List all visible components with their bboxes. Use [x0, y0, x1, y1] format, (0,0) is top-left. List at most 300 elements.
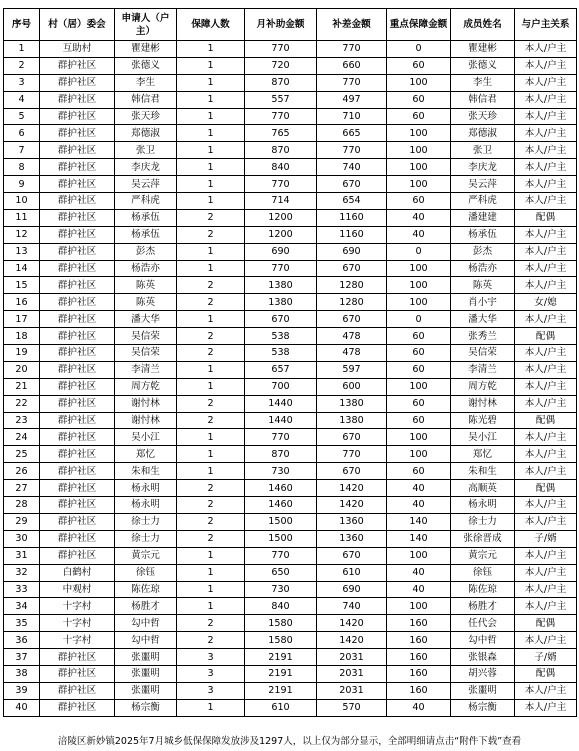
cell-applicant: 张德义: [115, 57, 177, 74]
cell-monthly-amount: 765: [245, 125, 317, 142]
cell-key-amount: 40: [387, 480, 451, 497]
cell-member-name: 朱和生: [451, 463, 515, 480]
cell-monthly-amount: 870: [245, 74, 317, 91]
cell-monthly-amount: 770: [245, 260, 317, 277]
cell-key-amount: 100: [387, 547, 451, 564]
cell-difference-amount: 670: [317, 260, 387, 277]
cell-applicant: 韩信君: [115, 91, 177, 108]
cell-relation: 本人/户主: [515, 311, 577, 328]
cell-member-name: 勾中哲: [451, 632, 515, 649]
cell-index: 2: [4, 57, 40, 74]
cell-index: 15: [4, 277, 40, 294]
table-row: [4, 699, 577, 716]
cell-key-amount: 40: [387, 497, 451, 514]
cell-member-name: 张徐晋成: [451, 530, 515, 547]
table-row: [4, 176, 577, 193]
cell-persons: 2: [177, 277, 245, 294]
cell-difference-amount: 665: [317, 125, 387, 142]
cell-index: 10: [4, 193, 40, 210]
cell-key-amount: 100: [387, 159, 451, 176]
cell-difference-amount: 740: [317, 159, 387, 176]
cell-committee: 群护社区: [40, 226, 115, 243]
cell-member-name: 郑忆: [451, 446, 515, 463]
cell-relation: 本人/户主: [515, 513, 577, 530]
cell-member-name: 张德义: [451, 57, 515, 74]
cell-relation: 本人/户主: [515, 345, 577, 362]
cell-relation: 本人/户主: [515, 142, 577, 159]
table-row: [4, 125, 577, 142]
cell-applicant: 严科虎: [115, 193, 177, 210]
cell-monthly-amount: 1460: [245, 480, 317, 497]
cell-committee: 群护社区: [40, 243, 115, 260]
cell-difference-amount: 497: [317, 91, 387, 108]
cell-key-amount: 100: [387, 598, 451, 615]
cell-key-amount: 100: [387, 142, 451, 159]
cell-index: 9: [4, 176, 40, 193]
table-body: [4, 41, 577, 717]
cell-monthly-amount: 700: [245, 378, 317, 395]
table-row: [4, 209, 577, 226]
cell-key-amount: 100: [387, 429, 451, 446]
table-row: [4, 632, 577, 649]
cell-committee: 群护社区: [40, 649, 115, 666]
cell-committee: 群护社区: [40, 142, 115, 159]
cell-difference-amount: 670: [317, 463, 387, 480]
cell-index: 27: [4, 480, 40, 497]
cell-index: 4: [4, 91, 40, 108]
cell-relation: 配偶: [515, 615, 577, 632]
cell-applicant: 徐钰: [115, 564, 177, 581]
cell-applicant: 张卫: [115, 142, 177, 159]
table-row: [4, 226, 577, 243]
cell-difference-amount: 670: [317, 429, 387, 446]
cell-relation: 本人/户主: [515, 581, 577, 598]
cell-monthly-amount: 1200: [245, 209, 317, 226]
cell-persons: 2: [177, 328, 245, 345]
cell-committee: 群护社区: [40, 91, 115, 108]
cell-relation: 子/婿: [515, 530, 577, 547]
cell-persons: 1: [177, 91, 245, 108]
cell-difference-amount: 690: [317, 581, 387, 598]
cell-key-amount: 160: [387, 682, 451, 699]
cell-difference-amount: 770: [317, 142, 387, 159]
cell-index: 31: [4, 547, 40, 564]
cell-committee: 群护社区: [40, 193, 115, 210]
cell-key-amount: 40: [387, 564, 451, 581]
cell-index: 21: [4, 378, 40, 395]
cell-key-amount: 40: [387, 581, 451, 598]
cell-committee: 群护社区: [40, 125, 115, 142]
cell-member-name: 潘大华: [451, 311, 515, 328]
cell-key-amount: 40: [387, 209, 451, 226]
subsidy-table: [3, 8, 577, 717]
cell-applicant: 杨承伍: [115, 226, 177, 243]
cell-persons: 3: [177, 665, 245, 682]
cell-committee: 群护社区: [40, 513, 115, 530]
cell-relation: 本人/户主: [515, 193, 577, 210]
cell-index: 18: [4, 328, 40, 345]
cell-committee: 群护社区: [40, 446, 115, 463]
cell-relation: 本人/户主: [515, 395, 577, 412]
cell-member-name: 徐士力: [451, 513, 515, 530]
cell-applicant: 杨永明: [115, 497, 177, 514]
col-header-persons: 保障人数: [177, 9, 245, 41]
cell-member-name: 胡兴蓉: [451, 665, 515, 682]
cell-relation: 本人/户主: [515, 41, 577, 58]
cell-persons: 2: [177, 480, 245, 497]
cell-relation: 本人/户主: [515, 176, 577, 193]
cell-persons: 2: [177, 632, 245, 649]
cell-monthly-amount: 730: [245, 463, 317, 480]
cell-key-amount: 60: [387, 108, 451, 125]
cell-applicant: 陈佐琼: [115, 581, 177, 598]
cell-committee: 群护社区: [40, 345, 115, 362]
cell-relation: 本人/户主: [515, 74, 577, 91]
col-header-key-amount: 重点保障金额: [387, 9, 451, 41]
cell-difference-amount: 740: [317, 598, 387, 615]
cell-member-name: 张秀兰: [451, 328, 515, 345]
cell-committee: 群护社区: [40, 463, 115, 480]
table-row: [4, 311, 577, 328]
cell-difference-amount: 670: [317, 176, 387, 193]
cell-committee: 群护社区: [40, 412, 115, 429]
cell-monthly-amount: 1580: [245, 615, 317, 632]
cell-index: 17: [4, 311, 40, 328]
cell-key-amount: 60: [387, 328, 451, 345]
cell-committee: 群护社区: [40, 311, 115, 328]
cell-member-name: 徐钰: [451, 564, 515, 581]
cell-difference-amount: 770: [317, 74, 387, 91]
cell-persons: 1: [177, 446, 245, 463]
cell-relation: 本人/户主: [515, 361, 577, 378]
cell-difference-amount: 1160: [317, 209, 387, 226]
cell-difference-amount: 1360: [317, 530, 387, 547]
cell-persons: 1: [177, 142, 245, 159]
table-row: [4, 378, 577, 395]
cell-applicant: 杨宗衡: [115, 699, 177, 716]
cell-relation: 配偶: [515, 328, 577, 345]
cell-relation: 本人/户主: [515, 699, 577, 716]
table-row: [4, 547, 577, 564]
cell-committee: 群护社区: [40, 395, 115, 412]
cell-applicant: 郑德淑: [115, 125, 177, 142]
cell-persons: 1: [177, 547, 245, 564]
cell-difference-amount: 1160: [317, 226, 387, 243]
cell-monthly-amount: 557: [245, 91, 317, 108]
cell-index: 33: [4, 581, 40, 598]
cell-monthly-amount: 1200: [245, 226, 317, 243]
cell-monthly-amount: 670: [245, 311, 317, 328]
cell-persons: 1: [177, 243, 245, 260]
col-header-member-name: 成员姓名: [451, 9, 515, 41]
cell-committee: 十字村: [40, 615, 115, 632]
cell-applicant: 杨承伍: [115, 209, 177, 226]
table-row: [4, 581, 577, 598]
cell-member-name: 陈英: [451, 277, 515, 294]
cell-index: 6: [4, 125, 40, 142]
cell-persons: 2: [177, 497, 245, 514]
cell-monthly-amount: 538: [245, 345, 317, 362]
cell-relation: 本人/户主: [515, 564, 577, 581]
cell-committee: 十字村: [40, 598, 115, 615]
cell-relation: 本人/户主: [515, 57, 577, 74]
cell-committee: 中观村: [40, 581, 115, 598]
table-row: [4, 649, 577, 666]
cell-applicant: 周方乾: [115, 378, 177, 395]
cell-member-name: 周方乾: [451, 378, 515, 395]
cell-committee: 群护社区: [40, 74, 115, 91]
subsidy-table-container: [3, 8, 576, 717]
cell-index: 19: [4, 345, 40, 362]
cell-index: 16: [4, 294, 40, 311]
cell-monthly-amount: 1580: [245, 632, 317, 649]
cell-difference-amount: 2031: [317, 649, 387, 666]
cell-member-name: 陈光碧: [451, 412, 515, 429]
table-row: [4, 243, 577, 260]
cell-relation: 本人/户主: [515, 226, 577, 243]
cell-monthly-amount: 538: [245, 328, 317, 345]
table-row: [4, 294, 577, 311]
cell-relation: 本人/户主: [515, 632, 577, 649]
cell-key-amount: 100: [387, 74, 451, 91]
cell-persons: 2: [177, 209, 245, 226]
cell-applicant: 李清兰: [115, 361, 177, 378]
cell-applicant: 彭杰: [115, 243, 177, 260]
cell-member-name: 严科虎: [451, 193, 515, 210]
cell-persons: 2: [177, 513, 245, 530]
cell-monthly-amount: 770: [245, 41, 317, 58]
table-row: [4, 91, 577, 108]
table-row: [4, 598, 577, 615]
cell-committee: 群护社区: [40, 682, 115, 699]
cell-member-name: 杨胜才: [451, 598, 515, 615]
cell-committee: 群护社区: [40, 497, 115, 514]
cell-committee: 群护社区: [40, 294, 115, 311]
cell-applicant: 杨胜才: [115, 598, 177, 615]
table-row: [4, 665, 577, 682]
cell-difference-amount: 660: [317, 57, 387, 74]
table-row: [4, 682, 577, 699]
cell-applicant: 张噩明: [115, 682, 177, 699]
cell-key-amount: 40: [387, 699, 451, 716]
cell-relation: 本人/户主: [515, 682, 577, 699]
cell-index: 5: [4, 108, 40, 125]
cell-key-amount: 160: [387, 632, 451, 649]
cell-applicant: 吴信荣: [115, 345, 177, 362]
cell-member-name: 任代会: [451, 615, 515, 632]
cell-relation: 配偶: [515, 412, 577, 429]
cell-persons: 1: [177, 564, 245, 581]
cell-persons: 1: [177, 361, 245, 378]
cell-key-amount: 160: [387, 615, 451, 632]
cell-applicant: 杨永明: [115, 480, 177, 497]
table-row: [4, 361, 577, 378]
cell-difference-amount: 1380: [317, 395, 387, 412]
cell-member-name: 肖小宇: [451, 294, 515, 311]
cell-committee: 群护社区: [40, 57, 115, 74]
cell-difference-amount: 770: [317, 446, 387, 463]
cell-relation: 本人/户主: [515, 91, 577, 108]
cell-applicant: 陈英: [115, 277, 177, 294]
cell-relation: 本人/户主: [515, 125, 577, 142]
cell-committee: 群护社区: [40, 328, 115, 345]
table-row: [4, 57, 577, 74]
cell-relation: 本人/户主: [515, 497, 577, 514]
cell-persons: 2: [177, 226, 245, 243]
cell-difference-amount: 610: [317, 564, 387, 581]
cell-persons: 1: [177, 378, 245, 395]
cell-key-amount: 100: [387, 125, 451, 142]
cell-key-amount: 0: [387, 41, 451, 58]
col-header-applicant: 申请人（户主）: [115, 9, 177, 41]
cell-member-name: 高顺英: [451, 480, 515, 497]
cell-relation: 本人/户主: [515, 108, 577, 125]
table-header-row: [4, 9, 577, 41]
cell-applicant: 勾中哲: [115, 632, 177, 649]
cell-key-amount: 100: [387, 294, 451, 311]
cell-applicant: 朱和生: [115, 463, 177, 480]
cell-index: 40: [4, 699, 40, 716]
table-row: [4, 260, 577, 277]
cell-monthly-amount: 2191: [245, 649, 317, 666]
cell-key-amount: 140: [387, 530, 451, 547]
cell-relation: 子/婿: [515, 649, 577, 666]
footer-note: 涪陵区新妙镇2025年7月城乡低保保障发放涉及1297人，以上仅为部分显示，全部明细请点击“附件下载”查看: [57, 736, 522, 747]
col-header-committee: 村（居）委会: [40, 9, 115, 41]
cell-committee: 群护社区: [40, 665, 115, 682]
table-row: [4, 277, 577, 294]
table-row: [4, 395, 577, 412]
cell-monthly-amount: 1380: [245, 294, 317, 311]
cell-index: 25: [4, 446, 40, 463]
cell-monthly-amount: 1380: [245, 277, 317, 294]
cell-applicant: 谢忖林: [115, 412, 177, 429]
cell-applicant: 张噩明: [115, 665, 177, 682]
cell-applicant: 黄宗元: [115, 547, 177, 564]
cell-persons: 2: [177, 345, 245, 362]
cell-difference-amount: 670: [317, 547, 387, 564]
cell-monthly-amount: 657: [245, 361, 317, 378]
cell-monthly-amount: 870: [245, 142, 317, 159]
cell-persons: 1: [177, 581, 245, 598]
cell-member-name: 吴小江: [451, 429, 515, 446]
cell-member-name: 陈佐琼: [451, 581, 515, 598]
cell-applicant: 张噩明: [115, 649, 177, 666]
cell-persons: 1: [177, 57, 245, 74]
table-row: [4, 615, 577, 632]
cell-difference-amount: 710: [317, 108, 387, 125]
cell-committee: 群护社区: [40, 530, 115, 547]
cell-applicant: 张天珍: [115, 108, 177, 125]
cell-applicant: 郑忆: [115, 446, 177, 463]
cell-persons: 1: [177, 125, 245, 142]
cell-key-amount: 100: [387, 176, 451, 193]
cell-persons: 3: [177, 649, 245, 666]
table-row: [4, 74, 577, 91]
cell-index: 7: [4, 142, 40, 159]
cell-index: 1: [4, 41, 40, 58]
cell-persons: 2: [177, 530, 245, 547]
cell-committee: 群护社区: [40, 176, 115, 193]
cell-index: 26: [4, 463, 40, 480]
cell-applicant: 吴云萍: [115, 176, 177, 193]
cell-difference-amount: 1280: [317, 294, 387, 311]
cell-member-name: 潘建建: [451, 209, 515, 226]
cell-monthly-amount: 870: [245, 446, 317, 463]
cell-difference-amount: 2031: [317, 665, 387, 682]
cell-applicant: 李庆龙: [115, 159, 177, 176]
cell-key-amount: 100: [387, 446, 451, 463]
cell-index: 36: [4, 632, 40, 649]
cell-member-name: 张银森: [451, 649, 515, 666]
cell-member-name: 杨浩亦: [451, 260, 515, 277]
table-row: [4, 193, 577, 210]
cell-committee: 群护社区: [40, 159, 115, 176]
cell-difference-amount: 1360: [317, 513, 387, 530]
cell-monthly-amount: 1500: [245, 513, 317, 530]
cell-difference-amount: 690: [317, 243, 387, 260]
table-row: [4, 497, 577, 514]
cell-member-name: 李清兰: [451, 361, 515, 378]
cell-persons: 1: [177, 41, 245, 58]
cell-key-amount: 100: [387, 277, 451, 294]
cell-difference-amount: 770: [317, 41, 387, 58]
cell-index: 37: [4, 649, 40, 666]
cell-difference-amount: 478: [317, 328, 387, 345]
cell-committee: 群护社区: [40, 209, 115, 226]
table-row: [4, 412, 577, 429]
cell-index: 39: [4, 682, 40, 699]
cell-committee: 白鹤村: [40, 564, 115, 581]
cell-relation: 本人/户主: [515, 446, 577, 463]
cell-difference-amount: 2031: [317, 682, 387, 699]
cell-applicant: 陈英: [115, 294, 177, 311]
cell-difference-amount: 600: [317, 378, 387, 395]
table-row: [4, 463, 577, 480]
cell-committee: 群护社区: [40, 361, 115, 378]
cell-committee: 十字村: [40, 632, 115, 649]
cell-persons: 1: [177, 311, 245, 328]
cell-monthly-amount: 714: [245, 193, 317, 210]
cell-applicant: 杨浩亦: [115, 260, 177, 277]
cell-applicant: 李生: [115, 74, 177, 91]
cell-member-name: 郑德淑: [451, 125, 515, 142]
cell-relation: 女/媳: [515, 294, 577, 311]
cell-member-name: 杨宗衡: [451, 699, 515, 716]
cell-relation: 本人/户主: [515, 598, 577, 615]
cell-committee: 群护社区: [40, 108, 115, 125]
cell-member-name: 李生: [451, 74, 515, 91]
cell-key-amount: 60: [387, 193, 451, 210]
cell-index: 32: [4, 564, 40, 581]
cell-key-amount: 100: [387, 378, 451, 395]
cell-committee: 群护社区: [40, 378, 115, 395]
cell-persons: 1: [177, 429, 245, 446]
cell-persons: 2: [177, 412, 245, 429]
cell-monthly-amount: 770: [245, 429, 317, 446]
table-row: [4, 429, 577, 446]
cell-index: 30: [4, 530, 40, 547]
cell-committee: 群护社区: [40, 277, 115, 294]
cell-key-amount: 60: [387, 57, 451, 74]
cell-index: 24: [4, 429, 40, 446]
cell-persons: 3: [177, 682, 245, 699]
table-row: [4, 159, 577, 176]
cell-monthly-amount: 2191: [245, 665, 317, 682]
cell-applicant: 吴信荣: [115, 328, 177, 345]
cell-relation: 本人/户主: [515, 463, 577, 480]
table-row: [4, 530, 577, 547]
